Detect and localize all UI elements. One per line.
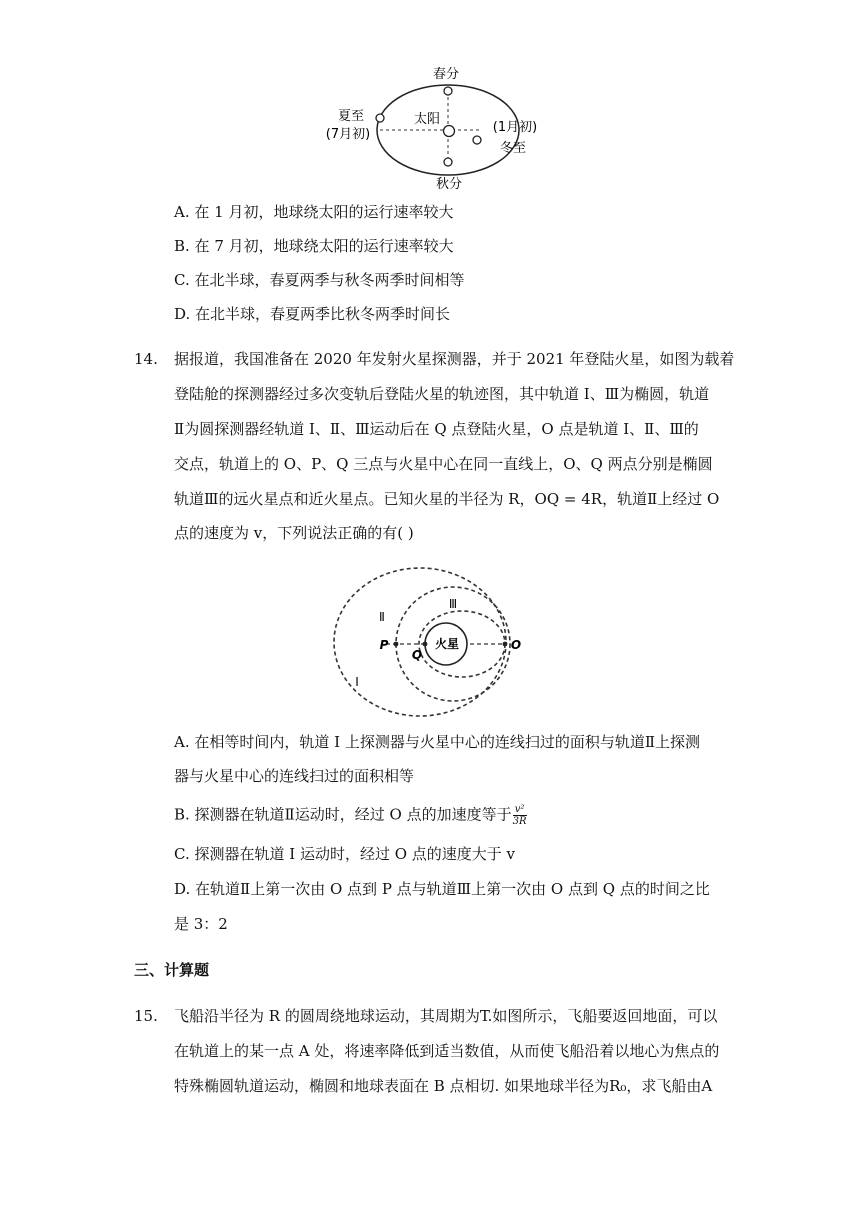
point-P-dot — [394, 642, 399, 647]
q14-line-5: 轨道Ⅲ的远火星点和近火星点。已知火星的半径为 R，OQ = 4R，轨道Ⅱ上经过 O — [174, 490, 720, 508]
autumn-label: 秋分 — [435, 177, 463, 192]
q15-line-3: 特殊椭圆轨道运动，椭圆和地球表面在 B 点相切. 如果地球半径为R₀，求飞船由A — [174, 1077, 713, 1095]
q14-option-d-line-2: 是 3：2 — [174, 915, 228, 933]
label-O: O — [510, 638, 522, 652]
fraction-denominator: 3R — [512, 816, 527, 827]
q15-line-1: 飞船沿半径为 R 的圆周绕地球运动，其周期为T.如图所示，飞船要返回地面，可以 — [174, 1007, 718, 1025]
q15-number: 15. — [134, 1007, 158, 1025]
winter-label: 冬至 — [499, 141, 527, 156]
q13-option-a: A. 在 1 月初，地球绕太阳的运行速率较大 — [174, 203, 454, 221]
q14-option-c: C. 探测器在轨道 I 运动时，经过 O 点的速度大于 v — [174, 845, 516, 863]
autumn-earth-marker — [444, 158, 452, 166]
q14-option-a-line-1: A. 在相等时间内，轨道 I 上探测器与火星中心的连线扫过的面积与轨道Ⅱ上探测 — [174, 733, 701, 751]
mars-orbit-figure — [320, 556, 530, 720]
q13-option-c: C. 在北半球，春夏两季与秋冬两季时间相等 — [174, 271, 465, 289]
jan-date-label: (1月初) — [492, 120, 538, 135]
fraction-numerator: v² — [513, 804, 527, 816]
q14-option-a-line-2: 器与火星中心的连线扫过的面积相等 — [174, 767, 415, 785]
point-O-dot — [503, 642, 508, 647]
point-Q-dot — [423, 642, 428, 647]
q13-option-d: D. 在北半球，春夏两季比秋冬两季时间长 — [174, 305, 451, 323]
label-P: P — [379, 638, 389, 652]
q14-option-b-text: B. 探测器在轨道Ⅱ运动时，经过 O 点的加速度等于 — [174, 805, 512, 824]
q14-line-4: 交点，轨道上的 O、P、Q 三点与火星中心在同一直线上，O、Q 两点分别是椭圆 — [174, 455, 713, 473]
label-orbit-II: Ⅱ — [379, 610, 385, 624]
spring-label: 春分 — [432, 67, 460, 82]
mars-label: 火星 — [434, 637, 460, 651]
q13-option-b: B. 在 7 月初，地球绕太阳的运行速率较大 — [174, 237, 454, 255]
q14-option-b — [174, 804, 527, 827]
q14-line-1: 据报道，我国准备在 2020 年发射火星探测器，并于 2021 年登陆火星，如图为载着 — [174, 350, 735, 368]
summer-date-label: (7月初) — [325, 127, 371, 142]
q14-option-d-line-1: D. 在轨道Ⅱ上第一次由 O 点到 P 点与轨道Ⅲ上第一次由 O 点到 Q 点的时间之比 — [174, 880, 710, 898]
q15-line-2: 在轨道上的某一点 A 处，将速率降低到适当数值，从而使飞船沿着以地心为焦点的 — [174, 1042, 720, 1060]
section-heading-calculation: 三、计算题 — [134, 961, 210, 979]
acceleration-fraction — [513, 804, 527, 827]
q14-number: 14. — [134, 350, 158, 368]
label-Q: Q — [411, 648, 423, 662]
summer-label: 夏至 — [337, 109, 365, 124]
sun-label: 太阳 — [413, 112, 441, 127]
label-orbit-I: I — [355, 675, 359, 689]
orbit-I-ellipse — [334, 568, 506, 716]
winter-earth-marker — [473, 136, 481, 144]
summer-earth-marker — [376, 114, 384, 122]
sun-marker — [444, 126, 455, 137]
earth-orbit-figure — [300, 58, 560, 198]
label-orbit-III: Ⅲ — [448, 597, 458, 611]
spring-earth-marker — [444, 87, 452, 95]
q14-line-2: 登陆舱的探测器经过多次变轨后登陆火星的轨迹图，其中轨道 I、Ⅲ为椭圆，轨道 — [174, 385, 710, 403]
q14-line-3: Ⅱ为圆探测器经轨道 I、Ⅱ、Ⅲ运动后在 Q 点登陆火星，O 点是轨道 I、Ⅱ、Ⅲ的 — [174, 420, 699, 438]
q14-line-6: 点的速度为 v，下列说法正确的有( ) — [174, 524, 414, 542]
